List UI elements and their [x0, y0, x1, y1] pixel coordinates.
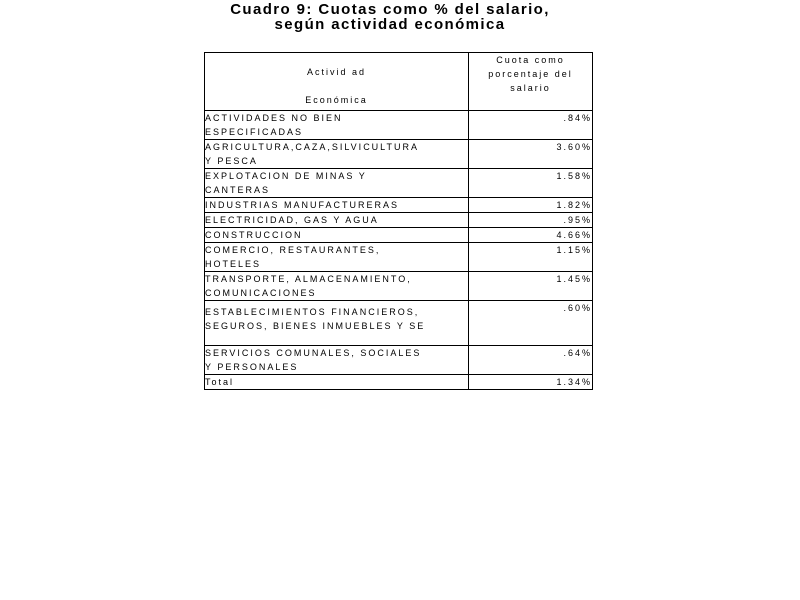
table-row — [205, 111, 593, 140]
activity-line-2: Y PESCA — [205, 156, 258, 166]
quota-value: 4.66% — [469, 228, 593, 243]
activity-cell — [205, 346, 469, 375]
activity-line-1: COMERCIO, RESTAURANTES, — [205, 245, 381, 255]
table-row — [205, 301, 593, 346]
table-row-total — [205, 375, 593, 390]
activity-cell: CONSTRUCCION — [205, 228, 469, 243]
table-row — [205, 228, 593, 243]
activity-line-1: AGRICULTURA,CAZA,SILVICULTURA — [205, 142, 420, 152]
quota-value: 1.45% — [469, 272, 593, 301]
activity-line-1: TRANSPORTE, ALMACENAMIENTO, — [205, 274, 412, 284]
activity-line-1: SERVICIOS COMUNALES, SOCIALES — [205, 348, 422, 358]
activity-cell — [205, 243, 469, 272]
table-title — [190, 2, 590, 32]
title-line-1: Cuadro 9: Cuotas como % del salario, — [230, 1, 550, 18]
quota-value: 3.60% — [469, 140, 593, 169]
header-activity — [205, 53, 469, 111]
quota-value: .95% — [469, 213, 593, 228]
activity-cell: Total — [205, 375, 469, 390]
quota-value: 1.82% — [469, 198, 593, 213]
activity-line-2: HOTELES — [205, 259, 262, 269]
table-row — [205, 169, 593, 198]
activity-line-1: ESTABLECIMIENTOS FINANCIEROS, — [205, 307, 420, 317]
table-row — [205, 346, 593, 375]
activity-line-2: ESPECIFICADAS — [205, 127, 304, 137]
quota-value: .64% — [469, 346, 593, 375]
activity-cell — [205, 169, 469, 198]
table-row — [205, 272, 593, 301]
table-row — [205, 198, 593, 213]
activity-cell — [205, 140, 469, 169]
activity-line-1: ACTIVIDADES NO BIEN — [205, 113, 343, 123]
quota-value: .84% — [469, 111, 593, 140]
quota-value: 1.58% — [469, 169, 593, 198]
quota-value: 1.15% — [469, 243, 593, 272]
quota-value: 1.34% — [469, 375, 593, 390]
activity-line-2: Y PERSONALES — [205, 362, 299, 372]
header-quota-line-3: salario — [510, 83, 551, 93]
quota-value: .60% — [469, 301, 593, 346]
table-row — [205, 140, 593, 169]
header-activity-line-1: Activid ad — [306, 67, 367, 77]
activity-line-2: SEGUROS, BIENES INMUEBLES Y SE — [205, 321, 426, 331]
activity-cell — [205, 111, 469, 140]
activity-cell — [205, 272, 469, 301]
activity-line-1: EXPLOTACION DE MINAS Y — [205, 171, 367, 181]
activity-line-2: COMUNICACIONES — [205, 288, 317, 298]
header-activity-line-2: Económica — [305, 95, 368, 105]
activity-cell: ELECTRICIDAD, GAS Y AGUA — [205, 213, 469, 228]
header-quota-line-2: porcentaje del — [488, 69, 573, 79]
activity-cell: INDUSTRIAS MANUFACTURERAS — [205, 198, 469, 213]
header-row — [205, 53, 593, 111]
header-quota — [469, 53, 593, 111]
table-row — [205, 243, 593, 272]
table-row — [205, 213, 593, 228]
activity-line-2: CANTERAS — [205, 185, 271, 195]
header-quota-line-1: Cuota como — [496, 55, 565, 65]
title-line-2: según actividad económica — [274, 16, 506, 33]
quota-table — [204, 52, 593, 390]
activity-cell — [205, 301, 469, 346]
